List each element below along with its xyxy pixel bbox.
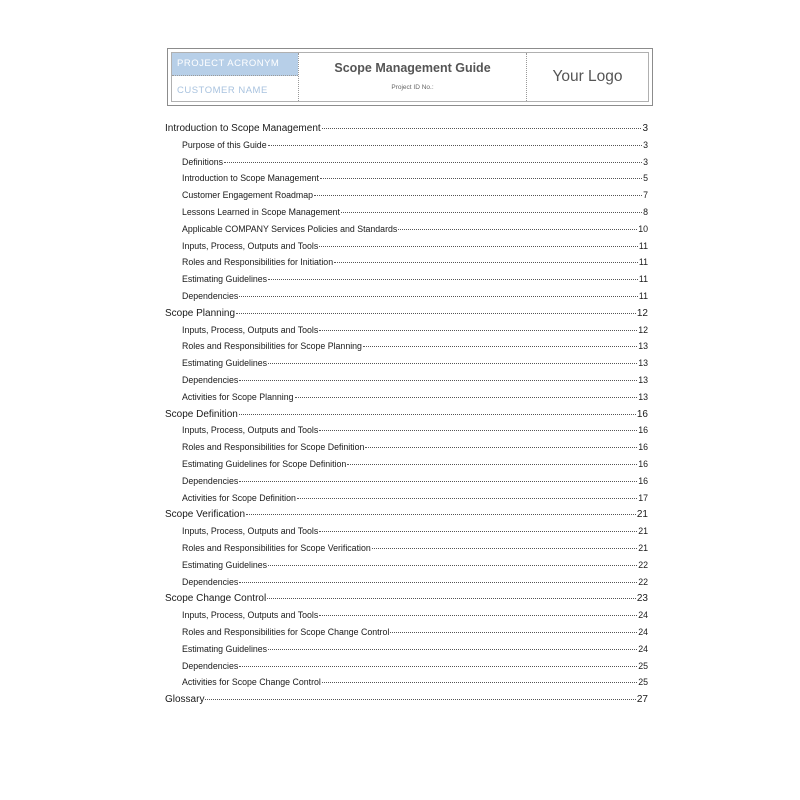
toc-subentry[interactable] bbox=[165, 442, 648, 459]
toc-dot-leader bbox=[390, 632, 637, 633]
toc-subentry[interactable] bbox=[165, 224, 648, 241]
toc-entry-label: Dependencies bbox=[182, 475, 239, 486]
toc-subentry[interactable] bbox=[165, 425, 648, 442]
toc-dot-leader bbox=[347, 464, 637, 465]
toc-entry-label: Glossary bbox=[165, 694, 205, 706]
toc-heading-entry[interactable] bbox=[165, 308, 648, 325]
toc-dot-leader bbox=[319, 430, 637, 431]
toc-dot-leader bbox=[334, 262, 638, 263]
toc-subentry[interactable] bbox=[165, 341, 648, 358]
toc-dot-leader bbox=[205, 699, 635, 700]
toc-page-number: 5 bbox=[643, 173, 648, 184]
toc-page-number: 24 bbox=[638, 643, 648, 654]
toc-dot-leader bbox=[246, 514, 636, 515]
toc-subentry[interactable] bbox=[165, 543, 648, 560]
header-left-cell bbox=[172, 53, 299, 101]
toc-entry-label: Roles and Responsibilities for Scope Definition bbox=[182, 442, 365, 453]
toc-page-number: 13 bbox=[638, 358, 648, 369]
toc-entry-label: Inputs, Process, Outputs and Tools bbox=[182, 425, 319, 436]
toc-dot-leader bbox=[363, 346, 637, 347]
toc-page-number: 3 bbox=[643, 139, 648, 150]
toc-entry-label: Dependencies bbox=[182, 660, 239, 671]
customer-name: CUSTOMER NAME bbox=[177, 85, 268, 96]
toc-subentry[interactable] bbox=[165, 526, 648, 543]
toc-page-number: 16 bbox=[638, 475, 648, 486]
toc-page-number: 3 bbox=[642, 123, 648, 134]
toc-dot-leader bbox=[239, 414, 636, 415]
toc-dot-leader bbox=[239, 666, 637, 667]
toc-dot-leader bbox=[224, 162, 642, 163]
toc-subentry[interactable] bbox=[165, 392, 648, 409]
toc-heading-entry[interactable] bbox=[165, 694, 648, 711]
toc-subentry[interactable] bbox=[165, 493, 648, 510]
toc-entry-label: Roles and Responsibilities for Scope Planning bbox=[182, 341, 362, 352]
toc-page-number: 12 bbox=[638, 324, 648, 335]
toc-entry-label: Dependencies bbox=[182, 374, 239, 385]
toc-dot-leader bbox=[319, 330, 637, 331]
toc-page-number: 22 bbox=[638, 576, 648, 587]
toc-entry-label: Inputs, Process, Outputs and Tools bbox=[182, 324, 319, 335]
toc-subentry[interactable] bbox=[165, 140, 648, 157]
logo-placeholder: Your Logo bbox=[552, 68, 623, 85]
toc-heading-entry[interactable] bbox=[165, 509, 648, 526]
toc-page-number: 13 bbox=[638, 391, 648, 402]
toc-dot-leader bbox=[236, 313, 636, 314]
toc-page-number: 21 bbox=[638, 526, 648, 537]
toc-dot-leader bbox=[297, 498, 637, 499]
toc-dot-leader bbox=[319, 531, 637, 532]
toc-subentry[interactable] bbox=[165, 375, 648, 392]
toc-entry-label: Roles and Responsibilities for Scope Change Control bbox=[182, 626, 390, 637]
toc-subentry[interactable] bbox=[165, 644, 648, 661]
toc-dot-leader bbox=[322, 682, 637, 683]
toc-dot-leader bbox=[268, 279, 638, 280]
toc-dot-leader bbox=[295, 397, 638, 398]
header-table bbox=[171, 52, 649, 102]
toc-page-number: 24 bbox=[638, 610, 648, 621]
toc-entry-label: Estimating Guidelines for Scope Definition bbox=[182, 458, 347, 469]
document-header bbox=[167, 48, 653, 106]
toc-page-number: 25 bbox=[638, 660, 648, 671]
toc-page-number: 11 bbox=[638, 257, 648, 268]
toc-subentry[interactable] bbox=[165, 459, 648, 476]
table-of-contents bbox=[165, 123, 648, 711]
toc-entry-label: Customer Engagement Roadmap bbox=[182, 190, 314, 201]
toc-page-number: 10 bbox=[638, 223, 648, 234]
toc-entry-label: Estimating Guidelines bbox=[182, 358, 268, 369]
toc-subentry[interactable] bbox=[165, 358, 648, 375]
toc-entry-label: Activities for Scope Definition bbox=[182, 492, 296, 503]
toc-dot-leader bbox=[268, 363, 637, 364]
toc-subentry[interactable] bbox=[165, 257, 648, 274]
toc-page-number: 12 bbox=[636, 307, 648, 319]
toc-subentry[interactable] bbox=[165, 173, 648, 190]
toc-page-number: 16 bbox=[638, 425, 648, 436]
toc-dot-leader bbox=[320, 178, 642, 179]
toc-entry-label: Estimating Guidelines bbox=[182, 643, 268, 654]
toc-page-number: 13 bbox=[638, 374, 648, 385]
toc-page-number: 21 bbox=[636, 509, 648, 521]
toc-page-number: 11 bbox=[638, 240, 648, 251]
toc-entry-label: Dependencies bbox=[182, 576, 239, 587]
toc-subentry[interactable] bbox=[165, 274, 648, 291]
toc-page-number: 16 bbox=[636, 408, 648, 420]
toc-dot-leader bbox=[267, 598, 636, 599]
toc-dot-leader bbox=[268, 649, 637, 650]
toc-dot-leader bbox=[398, 229, 637, 230]
toc-page-number: 22 bbox=[638, 559, 648, 570]
toc-subentry[interactable] bbox=[165, 241, 648, 258]
toc-subentry[interactable] bbox=[165, 476, 648, 493]
toc-entry-label: Inputs, Process, Outputs and Tools bbox=[182, 526, 319, 537]
toc-entry-label: Inputs, Process, Outputs and Tools bbox=[182, 610, 319, 621]
toc-page-number: 7 bbox=[643, 190, 648, 201]
toc-entry-label: Estimating Guidelines bbox=[182, 274, 268, 285]
toc-page-number: 25 bbox=[638, 677, 648, 688]
toc-page-number: 23 bbox=[636, 593, 648, 605]
toc-page-number: 16 bbox=[638, 442, 648, 453]
toc-dot-leader bbox=[314, 195, 642, 196]
toc-entry-label: Scope Planning bbox=[165, 307, 236, 319]
toc-dot-leader bbox=[319, 246, 638, 247]
toc-dot-leader bbox=[239, 481, 637, 482]
toc-dot-leader bbox=[239, 380, 637, 381]
toc-dot-leader bbox=[268, 565, 637, 566]
toc-heading-entry[interactable] bbox=[165, 123, 648, 140]
toc-entry-label: Estimating Guidelines bbox=[182, 559, 268, 570]
toc-subentry[interactable] bbox=[165, 291, 648, 308]
toc-subentry[interactable] bbox=[165, 610, 648, 627]
toc-entry-label: Dependencies bbox=[182, 290, 239, 301]
toc-dot-leader bbox=[239, 296, 638, 297]
toc-page-number: 3 bbox=[643, 156, 648, 167]
toc-page-number: 11 bbox=[638, 290, 648, 301]
toc-page-number: 17 bbox=[638, 492, 648, 503]
toc-entry-label: Activities for Scope Planning bbox=[182, 391, 294, 402]
toc-entry-label: Scope Change Control bbox=[165, 593, 267, 605]
toc-entry-label: Activities for Scope Change Control bbox=[182, 677, 321, 688]
toc-dot-leader bbox=[239, 582, 637, 583]
project-acronym: PROJECT ACRONYM bbox=[172, 53, 298, 76]
toc-entry-label: Introduction to Scope Management bbox=[165, 123, 321, 134]
document-title: Scope Management Guide bbox=[334, 61, 491, 75]
toc-dot-leader bbox=[365, 447, 637, 448]
toc-dot-leader bbox=[268, 145, 642, 146]
toc-page-number: 24 bbox=[638, 626, 648, 637]
toc-subentry[interactable] bbox=[165, 661, 648, 678]
toc-entry-label: Scope Verification bbox=[165, 509, 246, 521]
toc-dot-leader bbox=[372, 548, 637, 549]
toc-entry-label: Roles and Responsibilities for Initiation bbox=[182, 257, 334, 268]
toc-entry-label: Introduction to Scope Management bbox=[182, 173, 319, 184]
toc-page-number: 13 bbox=[638, 341, 648, 352]
toc-page-number: 27 bbox=[636, 694, 648, 706]
toc-entry-label: Lessons Learned in Scope Management bbox=[182, 206, 340, 217]
toc-subentry[interactable] bbox=[165, 560, 648, 577]
toc-dot-leader bbox=[319, 615, 637, 616]
toc-dot-leader bbox=[322, 128, 642, 129]
toc-subentry[interactable] bbox=[165, 677, 648, 694]
header-title-cell bbox=[299, 53, 527, 101]
toc-subentry[interactable] bbox=[165, 627, 648, 644]
toc-subentry[interactable] bbox=[165, 157, 648, 174]
toc-page-number: 8 bbox=[643, 206, 648, 217]
toc-page-number: 11 bbox=[638, 274, 648, 285]
toc-entry-label: Definitions bbox=[182, 156, 224, 167]
toc-entry-label: Applicable COMPANY Services Policies and Standards bbox=[182, 223, 398, 234]
toc-entry-label: Scope Definition bbox=[165, 408, 238, 420]
toc-entry-label: Inputs, Process, Outputs and Tools bbox=[182, 240, 319, 251]
toc-entry-label: Purpose of this Guide bbox=[182, 139, 267, 150]
toc-subentry[interactable] bbox=[165, 190, 648, 207]
toc-heading-entry[interactable] bbox=[165, 593, 648, 610]
toc-subentry[interactable] bbox=[165, 207, 648, 224]
toc-subentry[interactable] bbox=[165, 325, 648, 342]
project-id-label: Project ID No.: bbox=[391, 84, 434, 91]
toc-heading-entry[interactable] bbox=[165, 409, 648, 426]
toc-page-number: 21 bbox=[638, 542, 648, 553]
toc-dot-leader bbox=[341, 212, 642, 213]
toc-page-number: 16 bbox=[638, 458, 648, 469]
toc-entry-label: Roles and Responsibilities for Scope Verification bbox=[182, 542, 371, 553]
toc-subentry[interactable] bbox=[165, 577, 648, 594]
